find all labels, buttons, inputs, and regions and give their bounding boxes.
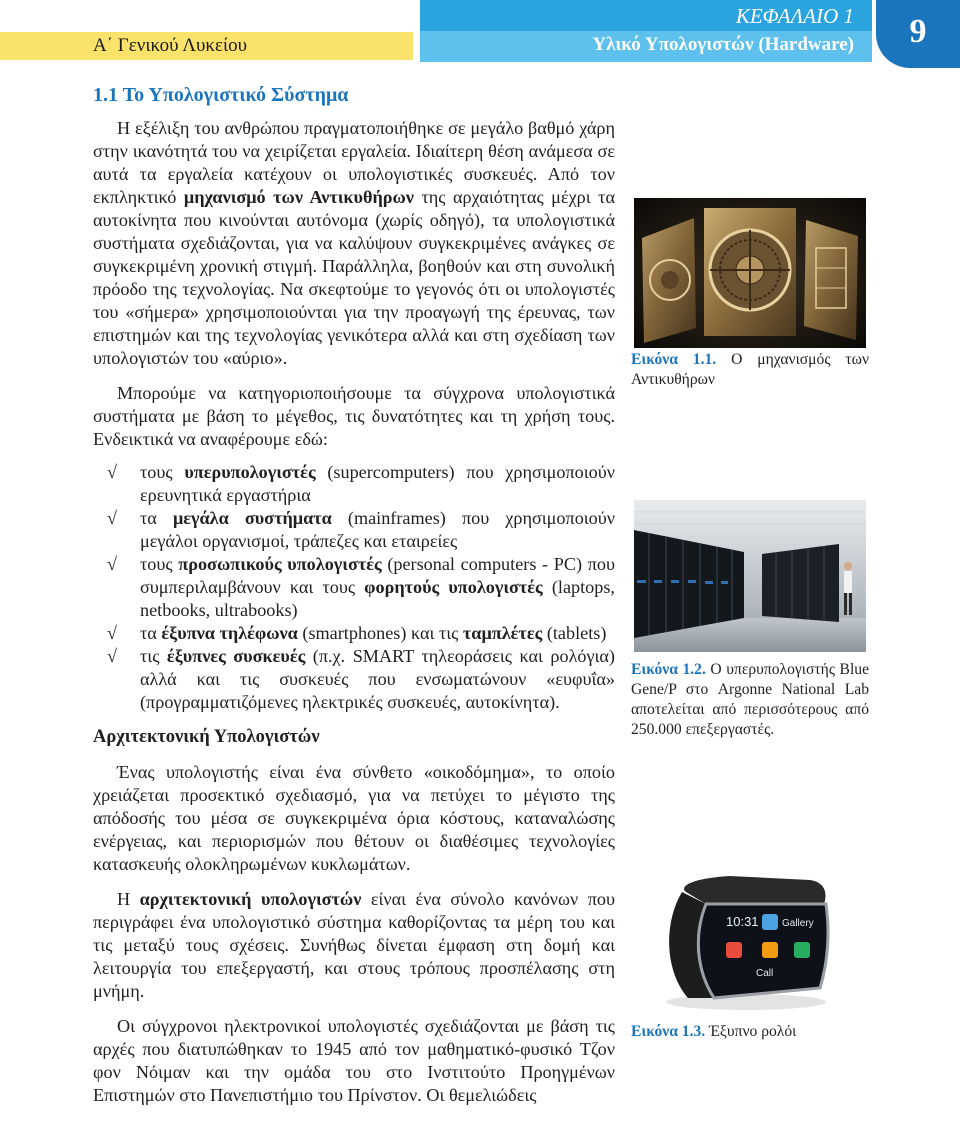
subheading-architecture: Αρχιτεκτονική Υπολογιστών <box>93 727 320 747</box>
figure-caption-1 <box>631 350 869 390</box>
text-run: (tablets) <box>542 623 607 643</box>
text-run: τα <box>140 623 162 643</box>
list-item <box>93 461 615 507</box>
watch-time: 10:31 <box>726 914 759 929</box>
bold-term: μεγάλα συστήματα <box>172 508 332 528</box>
section-title: 1.1 Το Υπολογιστικό Σύστημα <box>93 84 349 106</box>
figure-label: Εικόνα 1.1. <box>631 351 717 368</box>
grade-title: Α΄ Γενικού Λυκείου <box>93 35 247 56</box>
app-label-call: Call <box>756 968 774 979</box>
caption-text: Έξυπνο ρολόι <box>705 1023 797 1040</box>
text-run: (mainframes) που χρησιμοποιούν μεγάλοι οργανισμοί, τράπεζες και εταιρείες <box>140 508 616 551</box>
paragraph-categories: Μπορούμε να κατηγοριοποιήσουμε τα σύγχρονα υπολογιστικά συστήματα με βάση το μέγεθος, τις δυνατότητες και τη χρήση τους. Ενδεικτικά να αναφέρουμε εδώ: <box>93 383 615 449</box>
app-icon <box>794 942 810 958</box>
list-item <box>93 645 615 714</box>
bold-term: φορητούς υπολογιστές <box>364 577 543 597</box>
app-icon <box>726 942 742 958</box>
bold-term: προσωπικούς υπολογιστές <box>178 554 382 574</box>
text-run: της αρχαιότητας μέχρι τα αυτοκίνητα που κινούνται αυτόνομα (χωρίς οδηγό), τα υπολογιστικά συστήματα σχεδιάζονται, για να καλύψουν συγκεκριμένες ανάγκες σε συγκεκριμένη χρονική στιγμή. Παράλληλα, βοηθούν και στη συνολική πρόοδο της τεχνολογίας. Να σκεφτούμε το γεγονός ότι οι υπολογιστές του «σήμερα» χρησιμοποιούνται για την προαγωγή της έρευνας, των επιστημών και της τεχνολογίας γενικότερα αλλά και στη σχεδίαση των υπολογιστών του «αύριο». <box>93 187 615 368</box>
list-item <box>93 553 615 622</box>
supercomputer-image <box>634 500 866 652</box>
checkmark-icon: √ <box>107 508 117 528</box>
text-run: τους <box>140 462 185 482</box>
bold-term: υπερυπολογιστές <box>184 462 316 482</box>
page-number: 9 <box>876 0 960 68</box>
checkmark-icon: √ <box>107 623 117 643</box>
bronze-panel-right <box>804 220 858 340</box>
gallery-app-icon <box>762 914 778 930</box>
text-run: (smartphones) και τις <box>297 623 463 643</box>
text-run: Η εξέλιξη του ανθρώπου πραγματοποιήθηκε σε μεγάλο βαθμό χάρη στην ικανότητά του να χειρίζεται εργαλεία. Ιδιαίτερη θέση ανάμεσα σε αυτά τα εργαλεία κατέχουν οι υπολογιστικές συσκευές. Από τον εκπληκτικό <box>93 118 615 207</box>
bronze-panel-left <box>642 218 696 343</box>
list-item <box>93 507 615 553</box>
checkmark-icon: √ <box>107 462 117 482</box>
paragraph-von-neumann: Οι σύγχρονοι ηλεκτρονικοί υπολογιστές σχεδιάζονται με βάση τις αρχές που διατυπώθηκαν το 1945 από τον μαθηματικό-φυσικό Τζον φον Νόιμαν και την ομάδα του στο Ινστιτούτο Προηγμένων Επιστημών στο Πανεπιστήμιο του Πρίνστον. Οι θεμελιώδεις <box>93 1016 615 1105</box>
chapter-label: ΚΕΦΑΛΑΙΟ 1 <box>735 4 854 28</box>
bold-term: ταμπλέτες <box>462 623 543 643</box>
smartwatch-image <box>634 852 866 1014</box>
antikythera-mechanism-image <box>634 198 866 348</box>
bronze-panel-center <box>704 208 796 336</box>
text-run: τις <box>140 646 167 666</box>
text-run: (laptops, netbooks, ultrabooks) <box>140 577 615 620</box>
watch-screen <box>698 904 828 998</box>
text-run: (personal computers - PC) που συμπεριλαμβάνουν και τους <box>140 554 615 597</box>
server-rack-row-right <box>762 544 839 622</box>
bold-term: αρχιτεκτονική υπολογιστών <box>139 889 362 909</box>
text-run: Η <box>117 889 140 909</box>
bold-term: έξυπνες συσκευές <box>166 646 306 666</box>
bold-term: μηχανισμό των Αντικυθήρων <box>183 187 414 207</box>
header-left-band <box>0 32 413 60</box>
text-run: τα <box>140 508 173 528</box>
paragraph-architecture-2 <box>93 888 615 1003</box>
text-run: είναι ένα σύνολο κανόνων που περιγράφει ένα υπολογιστικό σύστημα καθορίζοντας τα μέρη του και τις μεταξύ τους σχέσεις. Συνήθως δίνεται έμφαση στη δομή και λειτουργία του επεξεργαστή, και στους τρόπους προσπέλασης στη μνήμη. <box>93 889 616 1001</box>
text-run: (π.χ. SMART τηλεοράσεις και ρολόγια) αλλά και τις συσκευές που ενσωματώνουν «ευφυΐα» (προγραμματιζόμενες ηλεκτρικές συσκευές, αυτοκίνητα). <box>140 646 615 712</box>
category-list <box>93 461 615 714</box>
header-right-band <box>420 0 872 62</box>
checkmark-icon: √ <box>107 646 117 666</box>
caption-text: Ο υπερυπολογιστής Blue Gene/P στο Argonne National Lab αποτελείται από περισσότερους από 250.000 επεξεργαστές. <box>631 661 869 738</box>
figure-caption-3 <box>631 1022 869 1042</box>
chapter-subtitle: Υλικό Υπολογιστών (Hardware) <box>592 34 854 55</box>
paragraph-architecture-1: Ένας υπολογιστής είναι ένα σύνθετο «οικοδόμημα», το οποίο χρειάζεται προσεκτικό σχεδιασμό, για να πετύχει το μέγιστο της απόδοσής του μέσα σε συγκεκριμένα όρια κόστους, καταναλώσης ενέργειας, και περιορισμών που θέτουν οι διαθέσιμες τεχνολογίες κατασκευής ολοκληρωμένων κυκλωμάτων. <box>93 762 615 874</box>
app-icon <box>762 942 778 958</box>
figure-label: Εικόνα 1.3. <box>631 1023 706 1040</box>
main-text <box>93 117 615 1107</box>
figure-label: Εικόνα 1.2. <box>631 661 706 678</box>
text-run: (supercomputers) που χρησιμοποιούν ερευνητικά εργαστήρια <box>140 462 615 505</box>
text-run: τους <box>140 554 179 574</box>
caption-text: Ο μηχανισμός των Αντικυθήρων <box>631 351 869 388</box>
checkmark-icon: √ <box>107 554 117 574</box>
app-label-gallery: Gallery <box>782 918 814 929</box>
list-item <box>93 622 615 645</box>
paragraph-intro <box>93 117 615 370</box>
bold-term: έξυπνα τηλέφωνα <box>161 623 298 643</box>
figure-caption-2 <box>631 660 869 740</box>
